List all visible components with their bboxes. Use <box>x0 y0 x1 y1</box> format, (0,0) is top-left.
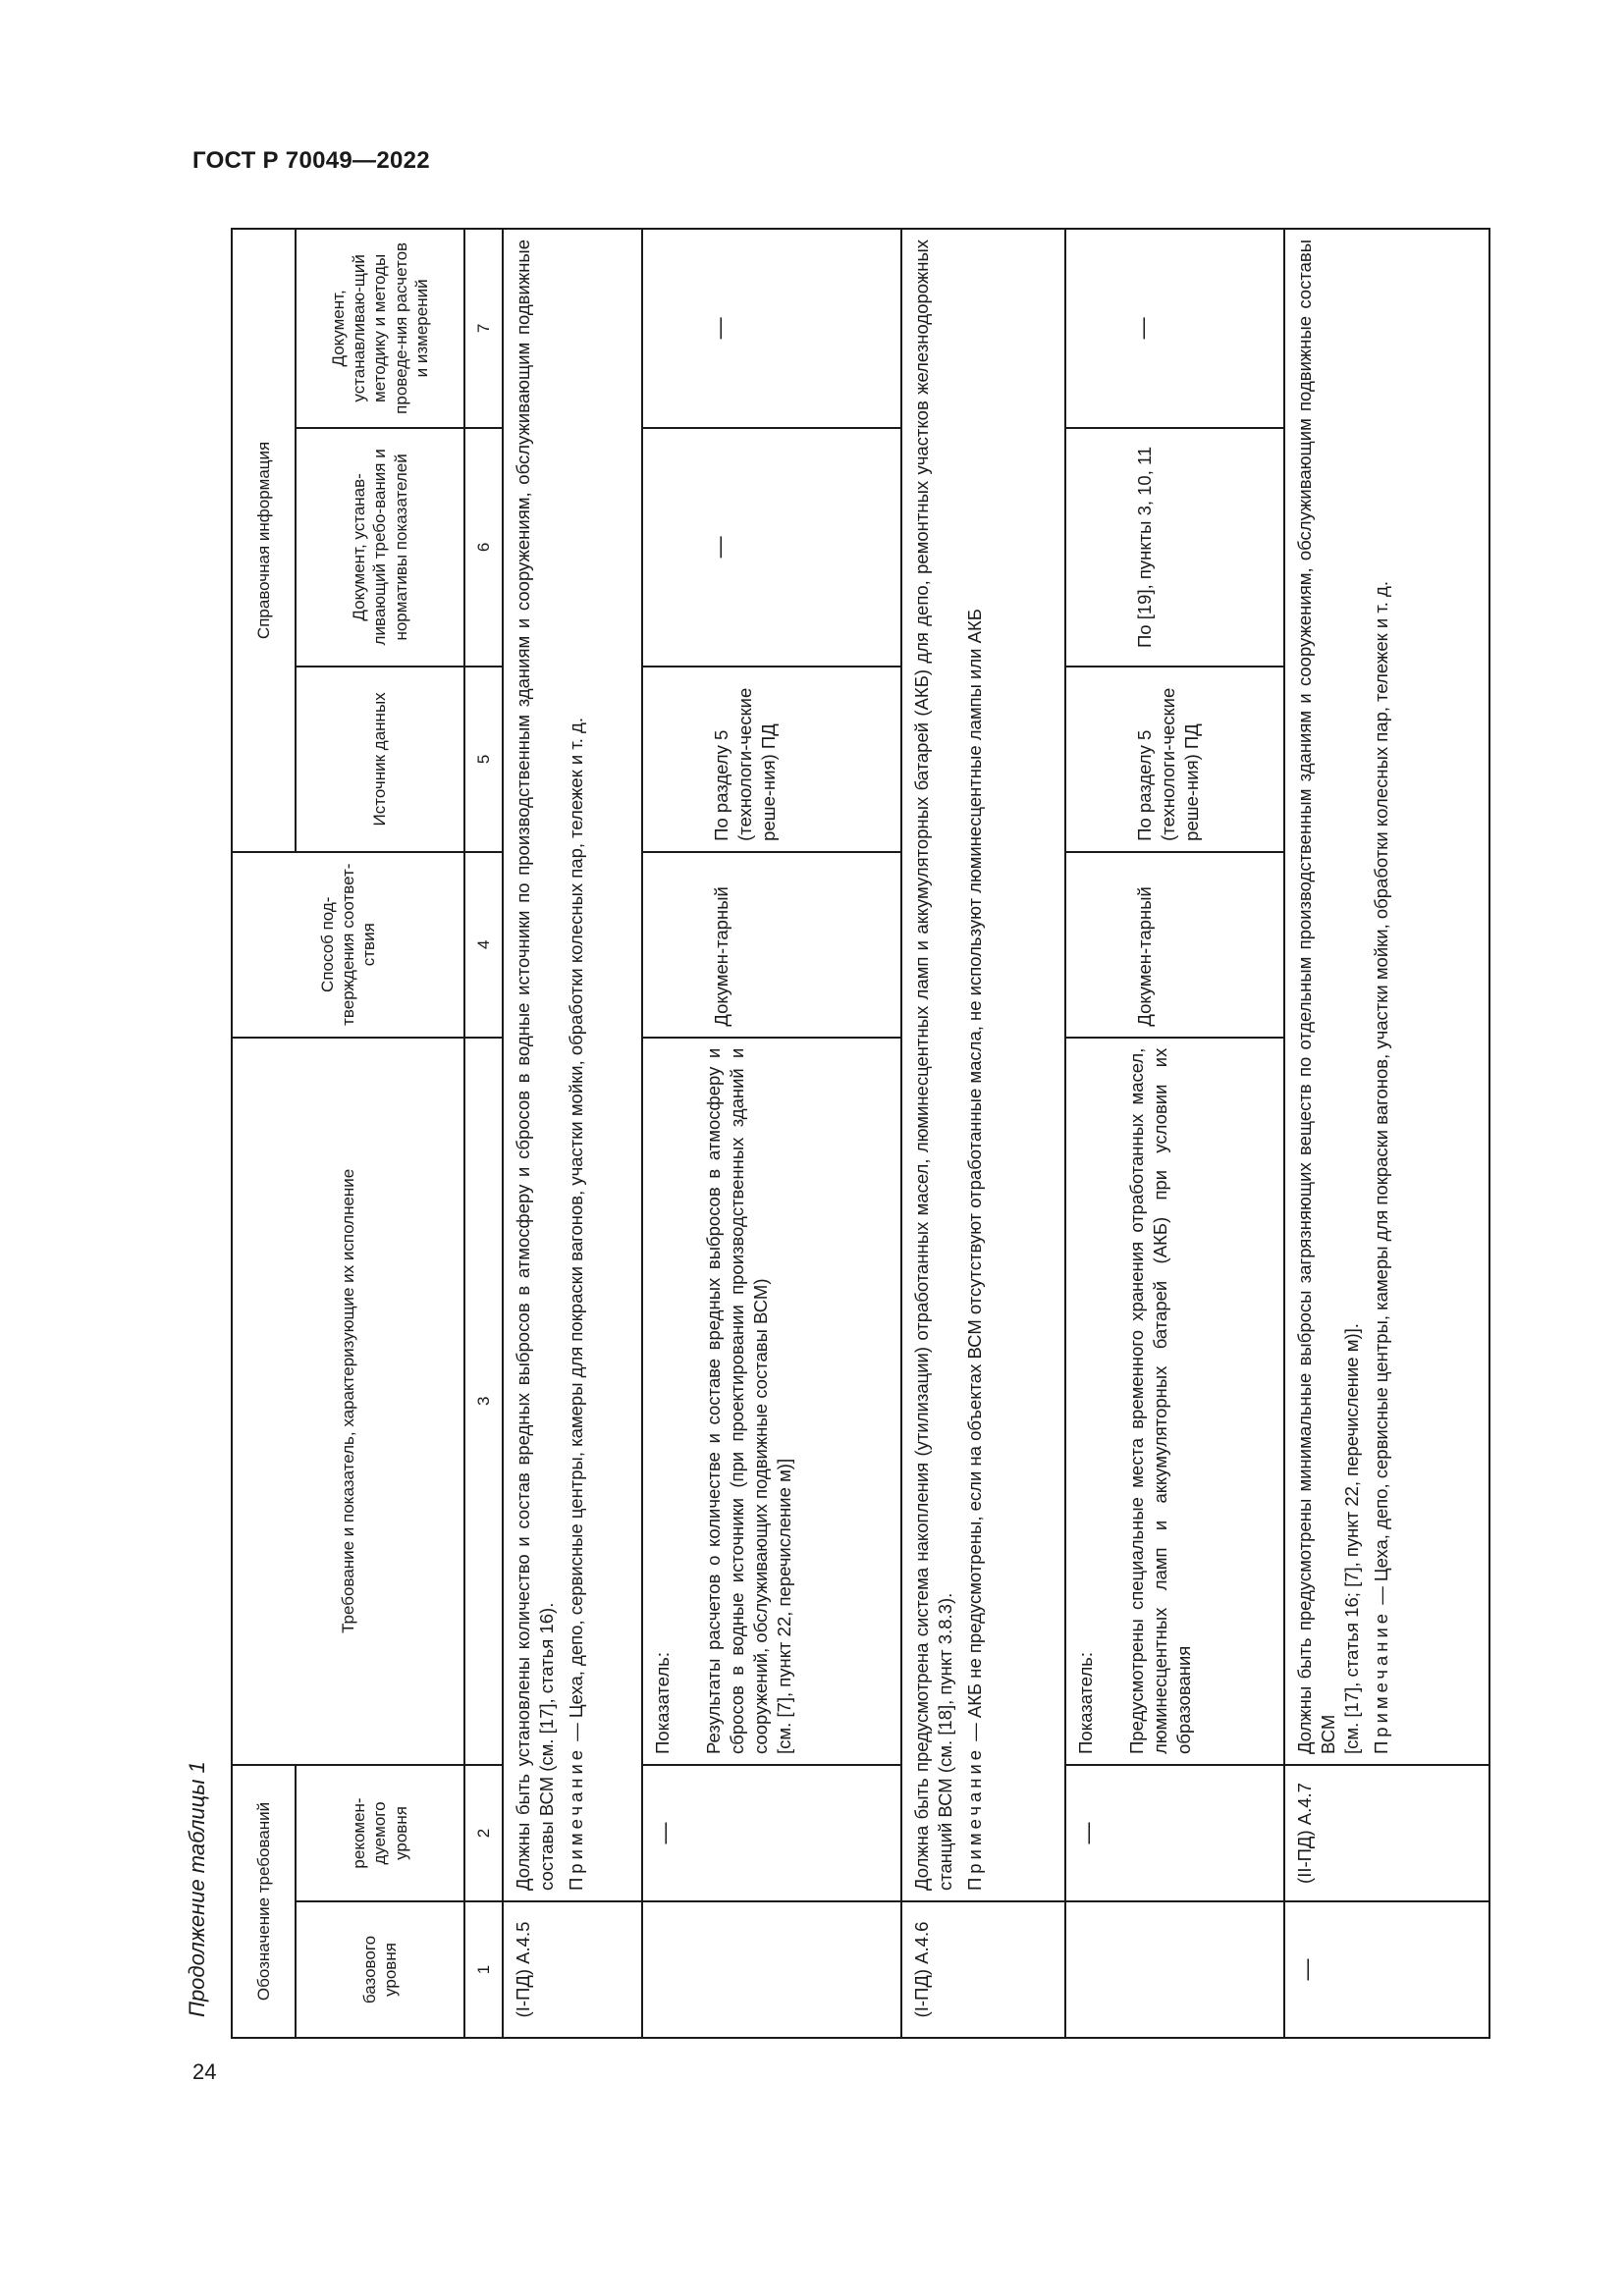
header-doc-norms: Документ, устанав-ливающий требо-вания и нормативы показателей <box>296 428 464 667</box>
header-requirement: Требование и показатель, характеризующие их исполнение <box>232 1038 464 1765</box>
header-base-level: базового уровня <box>296 1901 464 2038</box>
cell-recommended-code: (II-ПД) А.4.7 <box>1284 1765 1489 1901</box>
table-row-a45 <box>503 229 642 2038</box>
note-label: Примечание <box>565 1745 586 1891</box>
cell-base-empty <box>1065 1901 1284 2038</box>
col-number-5: 5 <box>464 667 503 852</box>
table-row-a46-indicator <box>1065 229 1284 2038</box>
table-continuation-label: Продолжение таблицы 1 <box>185 1761 209 2017</box>
note-text: — Цеха, депо, сервисные центры, камеры для покраски вагонов, участки мойки, обработки колесных пар, тележек и т. д. <box>565 718 586 1746</box>
note-text: — Цеха, депо, сервисные центры, камеры для покраски вагонов, участки мойки, обработки колесных пар, тележек и т. д. <box>1371 581 1392 1610</box>
requirements-table <box>231 228 1490 2039</box>
col-number-1: 1 <box>464 1901 503 2038</box>
col-number-7: 7 <box>464 229 503 428</box>
cell-confirmation-method: Докумен-тарный <box>642 852 901 1038</box>
indicator-text: Результаты расчетов о количестве и составе вредных выбросов в атмосферу и сбросов в водные источники (при проектировании производственных зданий и сооружений, обслуживающих подвижные составы ВСМ) <box>702 1047 771 1754</box>
col-number-6: 6 <box>464 428 503 667</box>
indicator-ref: [см. [7], пункт 22, перечисление м)] <box>774 1458 795 1754</box>
rotated-table-container <box>231 228 1490 2039</box>
cell-doc-method: — <box>1065 229 1284 428</box>
header-designation: Обозначение требований <box>232 1765 296 2038</box>
header-doc-method: Документ, устанавливаю-щий методику и методы проведе-ния расчетов и измерений <box>296 229 464 428</box>
cell-confirmation-method: Докумен-тарный <box>1065 852 1284 1038</box>
note <box>963 240 987 1891</box>
note-label: Примечание <box>963 1745 985 1891</box>
cell-requirement-text <box>1284 229 1489 1765</box>
indicator-label: Показатель: <box>651 1651 673 1754</box>
table-row-a45-indicator <box>642 229 901 2038</box>
cell-indicator <box>642 1038 901 1765</box>
col-number-4: 4 <box>464 852 503 1038</box>
indicator-text: Предусмотрены специальные места временного хранения отработанных масел, люминесцентных ламп и аккумуляторных батарей (АКБ) при условии их образования <box>1125 1047 1195 1754</box>
header-reference-info: Справочная информация <box>232 229 296 852</box>
requirement-text: Должны быть предусмотрены минимальные выбросы загрязняющих веществ по отдельным производственным зданиям и сооружениям, обслуживающим подвижные составы ВСМ <box>1294 240 1339 1754</box>
header-data-source: Источник данных <box>296 667 464 852</box>
note <box>1370 240 1393 1754</box>
cell-doc-method: — <box>642 229 901 428</box>
cell-base-code: — <box>1284 1901 1489 2038</box>
cell-base-code: (I-ПД) А.4.6 <box>901 1901 1065 2038</box>
note-text: — АКБ не предусмотрены, если на объектах ВСМ отсутствуют отработанные масла, не используют люминесцентные лампы или АКБ <box>963 609 985 1746</box>
note-label: Примечание <box>1371 1609 1392 1754</box>
note <box>565 240 588 1891</box>
table-row-a46 <box>901 229 1065 2038</box>
indicator-label: Показатель: <box>1074 1651 1096 1754</box>
requirement-text: Должна быть предусмотрена система накопления (утилизации) отработанных масел, люминесцентных ламп и аккумуляторных батарей (АКБ) для депо, ремонтных участков железнодорожных станций ВСМ (см. [18], пункт 3.8.3). <box>910 240 955 1891</box>
table-header-row-1 <box>232 229 296 2038</box>
cell-recommended: — <box>642 1765 901 1901</box>
cell-data-source: По разделу 5 (технологи-ческие реше-ния) ПД <box>1065 667 1284 852</box>
table-row-a47 <box>1284 229 1489 2038</box>
header-recommended-level: рекомен-дуемого уровня <box>296 1765 464 1901</box>
cell-requirement-text <box>901 229 1065 1901</box>
col-number-3: 3 <box>464 1038 503 1765</box>
cell-doc-norms: — <box>642 428 901 667</box>
document-header: ГОСТ Р 70049—2022 <box>192 147 430 174</box>
cell-base-code: (I-ПД) А.4.5 <box>503 1901 642 2038</box>
requirement-ref: [см. [17], статья 16; [7], пункт 22, перечисление м)]. <box>1341 1323 1363 1754</box>
cell-requirement-text <box>503 229 642 1901</box>
page-number: 24 <box>192 2059 217 2084</box>
col-number-2: 2 <box>464 1765 503 1901</box>
cell-indicator <box>1065 1038 1284 1765</box>
cell-doc-norms: По [19], пункты 3, 10, 11 <box>1065 428 1284 667</box>
cell-data-source: По разделу 5 (технологи-ческие реше-ния) ПД <box>642 667 901 852</box>
header-confirmation-method: Способ под-тверждения соответ-ствия <box>232 852 464 1038</box>
cell-base-empty <box>642 1901 901 2038</box>
cell-recommended: — <box>1065 1765 1284 1901</box>
requirement-text: Должны быть установлены количество и состав вредных выбросов в атмосферу и сбросов в водные источники по производственным зданиям и сооружениям, обслуживающим подвижные составы ВСМ (см. [17], статья 16). <box>512 240 557 1891</box>
column-number-row <box>464 229 503 2038</box>
